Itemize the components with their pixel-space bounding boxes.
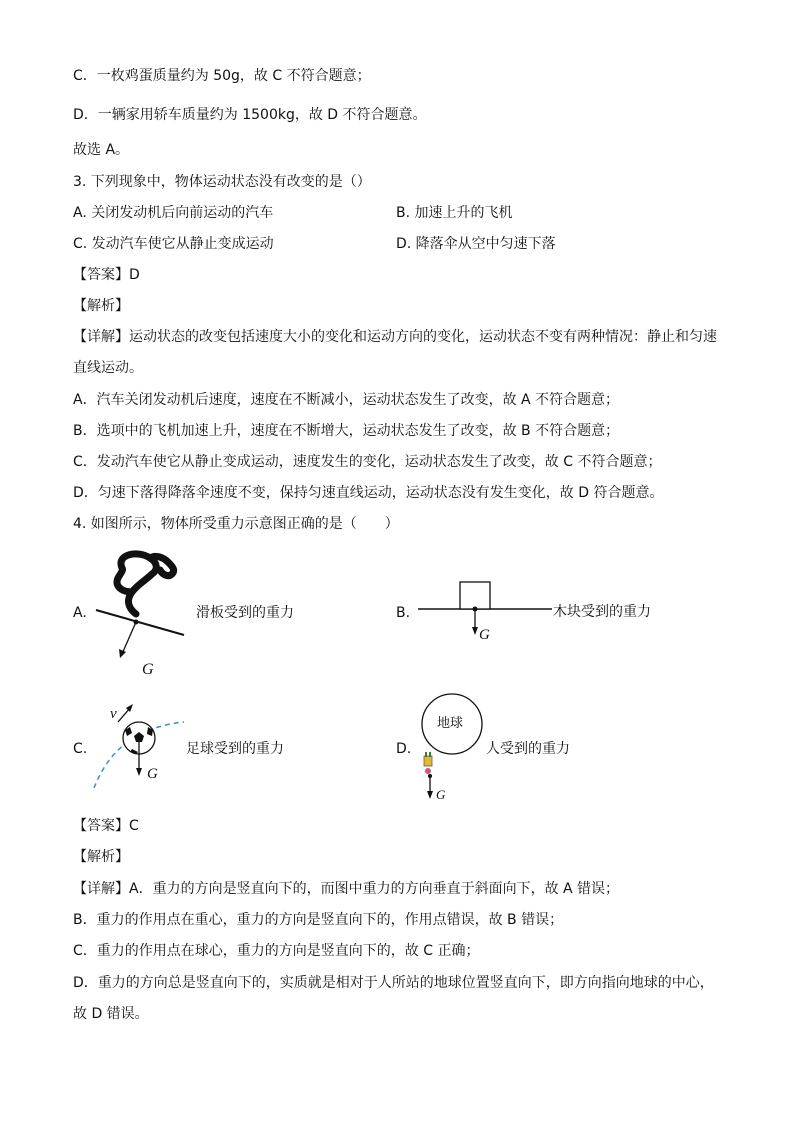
q4-answer: 【答案】C (73, 818, 139, 834)
q3-explanation-a: A．汽车关闭发动机后速度，速度在不断减小，运动状态发生了改变，故 A 不符合题意； (73, 392, 620, 408)
figure-d-letter: D. (396, 741, 412, 757)
figure-a-force-label: G (142, 661, 154, 678)
q4-explanation-d-cont: 故 D 错误。 (73, 1006, 149, 1022)
q4-stem: 4. 如图所示，物体所受重力示意图正确的是（ ） (73, 516, 399, 532)
figure-c-football-diagram (92, 700, 188, 792)
q3-explanation-d: D．匀速下落得降落伞速度不变，保持匀速直线运动，运动状态没有发生变化，故 D 符合题意。 (73, 485, 664, 501)
person-body (424, 756, 432, 766)
figure-d-caption: 人受到的重力 (486, 741, 570, 757)
figure-d-earth-diagram (418, 688, 488, 804)
q3-detail-line-1: 【详解】运动状态的改变包括速度大小的变化和运动方向的变化，运动状态不变有两种情况：静止和匀速 (73, 329, 717, 345)
force-arrowhead (119, 649, 126, 658)
prev-conclusion: 故选 A。 (73, 142, 130, 158)
q3-option-c: C. 发动汽车使它从静止变成运动 (73, 236, 274, 252)
force-arrowhead (427, 791, 433, 799)
figure-c-velocity-label: v (110, 706, 117, 722)
q4-explanation-a: 【详解】A．重力的方向是竖直向下的，而图中重力的方向垂直于斜面向下，故 A 错误； (73, 881, 620, 897)
q3-option-d: D. 降落伞从空中匀速下落 (396, 236, 556, 252)
q4-analysis-heading: 【解析】 (73, 849, 129, 865)
force-arrow-line (122, 622, 136, 654)
q3-stem: 3. 下列现象中，物体运动状态没有改变的是（） (73, 174, 371, 190)
person-leg (425, 752, 427, 757)
prev-option-d: D．一辆家用轿车质量约为 1500kg，故 D 不符合题意。 (73, 107, 427, 123)
figure-b-force-label: G (479, 627, 490, 643)
force-arrowhead (136, 768, 142, 776)
q3-answer: 【答案】D (73, 267, 140, 283)
prev-option-c: C．一枚鸡蛋质量约为 50g，故 C 不符合题意； (73, 68, 371, 84)
q3-explanation-b: B．选项中的飞机加速上升，速度在不断增大，运动状态发生了改变，故 B 不符合题意； (73, 423, 620, 439)
q3-detail-line-2: 直线运动。 (73, 360, 143, 376)
figure-c-caption: 足球受到的重力 (186, 741, 284, 757)
earth-label: 地球 (437, 716, 464, 731)
figure-a-letter: A. (73, 605, 87, 621)
ski-line (96, 610, 184, 635)
q4-explanation-d: D．重力的方向总是竖直向下的，实质就是相对于人所站的地球位置竖直向下，即方向指向地球的中心， (73, 975, 714, 991)
figure-a-caption: 滑板受到的重力 (196, 605, 294, 621)
figure-c-letter: C. (73, 741, 88, 757)
q3-option-a: A. 关闭发动机后向前运动的汽车 (73, 205, 274, 221)
block (460, 582, 490, 609)
force-arrowhead (472, 627, 478, 635)
figure-b-caption: 木块受到的重力 (553, 604, 651, 620)
person-leg (429, 752, 431, 757)
q4-explanation-c: C．重力的作用点在球心，重力的方向是竖直向下的，故 C 正确； (73, 943, 480, 959)
figure-b-letter: B. (396, 605, 411, 621)
figure-c-force-label: G (147, 766, 158, 782)
skier-body (117, 554, 174, 614)
q4-explanation-b: B．重力的作用点在重心，重力的方向是竖直向下的，作用点错误，故 B 错误； (73, 912, 564, 928)
q3-option-b: B. 加速上升的飞机 (396, 205, 513, 221)
figure-d-force-label: G (436, 787, 446, 802)
q3-analysis-heading: 【解析】 (73, 298, 129, 314)
q3-explanation-c: C．发动汽车使它从静止变成运动，速度发生的变化，运动状态发生了改变，故 C 不符合题意； (73, 454, 662, 470)
person-head (425, 768, 431, 774)
